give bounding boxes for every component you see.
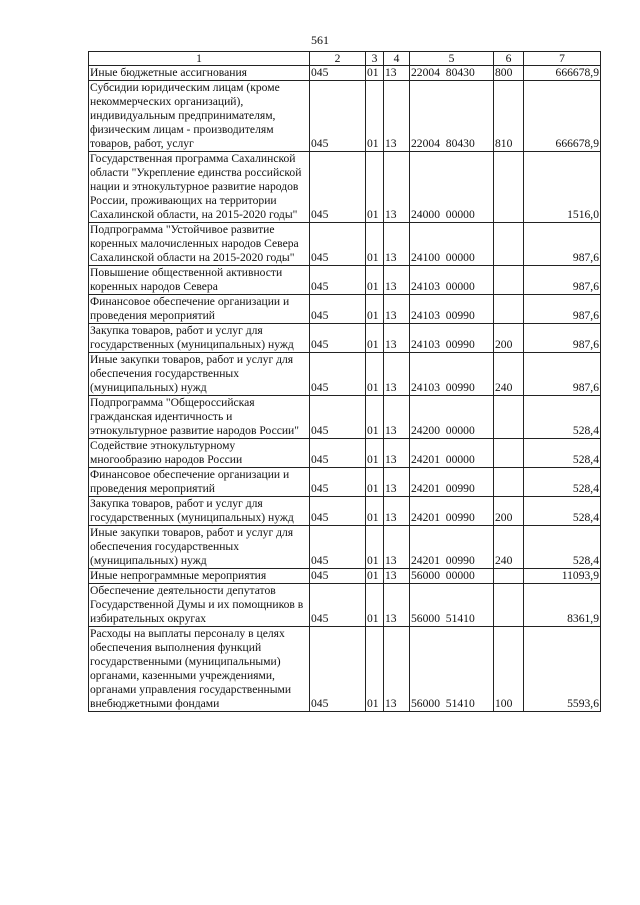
expense-type-cell — [494, 152, 524, 223]
amount-cell: 1516,0 — [524, 152, 601, 223]
item-name-cell: Финансовое обеспечение организации и проведения мероприятий — [89, 468, 310, 497]
expense-type-cell: 810 — [494, 81, 524, 152]
target-article-cell: 24100 00000 — [410, 223, 494, 266]
target-article-cell: 56000 51410 — [410, 627, 494, 712]
item-name-cell: Субсидии юридическим лицам (кроме некоммерческих организаций), индивидуальным предпринимателям, физическим лицам - производителям товаров, работ, услуг — [89, 81, 310, 152]
target-article-cell: 24201 00000 — [410, 439, 494, 468]
section-code-cell: 01 — [366, 584, 384, 627]
table-row — [89, 295, 601, 324]
section-code-cell: 01 — [366, 497, 384, 526]
table-row — [89, 353, 601, 396]
target-article-cell: 22004 80430 — [410, 66, 494, 81]
column-header: 1 — [89, 52, 310, 66]
ministry-code-cell: 045 — [310, 497, 366, 526]
expense-type-cell — [494, 266, 524, 295]
subsection-code-cell: 13 — [384, 468, 410, 497]
subsection-code-cell: 13 — [384, 396, 410, 439]
amount-cell: 666678,9 — [524, 81, 601, 152]
ministry-code-cell: 045 — [310, 266, 366, 295]
target-article-cell: 24103 00000 — [410, 266, 494, 295]
amount-cell: 987,6 — [524, 324, 601, 353]
ministry-code-cell: 045 — [310, 295, 366, 324]
expense-type-cell: 240 — [494, 353, 524, 396]
ministry-code-cell: 045 — [310, 569, 366, 584]
item-name-cell: Иные закупки товаров, работ и услуг для обеспечения государственных (муниципальных) нужд — [89, 526, 310, 569]
ministry-code-cell: 045 — [310, 66, 366, 81]
target-article-cell: 24103 00990 — [410, 353, 494, 396]
target-article-cell: 56000 51410 — [410, 584, 494, 627]
expense-type-cell: 200 — [494, 324, 524, 353]
expense-type-cell — [494, 396, 524, 439]
amount-cell: 987,6 — [524, 223, 601, 266]
subsection-code-cell: 13 — [384, 223, 410, 266]
ministry-code-cell: 045 — [310, 152, 366, 223]
table-row — [89, 396, 601, 439]
expense-type-cell — [494, 223, 524, 266]
amount-cell: 528,4 — [524, 526, 601, 569]
expense-type-cell: 240 — [494, 526, 524, 569]
ministry-code-cell: 045 — [310, 468, 366, 497]
column-header: 3 — [366, 52, 384, 66]
section-code-cell: 01 — [366, 66, 384, 81]
column-header: 7 — [524, 52, 601, 66]
amount-cell: 987,6 — [524, 353, 601, 396]
target-article-cell: 56000 00000 — [410, 569, 494, 584]
section-code-cell: 01 — [366, 295, 384, 324]
section-code-cell: 01 — [366, 266, 384, 295]
subsection-code-cell: 13 — [384, 266, 410, 295]
subsection-code-cell: 13 — [384, 81, 410, 152]
amount-cell: 528,4 — [524, 468, 601, 497]
table-row — [89, 584, 601, 627]
target-article-cell: 22004 80430 — [410, 81, 494, 152]
amount-cell: 5593,6 — [524, 627, 601, 712]
amount-cell: 528,4 — [524, 439, 601, 468]
amount-cell: 528,4 — [524, 396, 601, 439]
table-row — [89, 627, 601, 712]
expense-type-cell — [494, 439, 524, 468]
subsection-code-cell: 13 — [384, 497, 410, 526]
subsection-code-cell: 13 — [384, 353, 410, 396]
item-name-cell: Повышение общественной активности коренных народов Севера — [89, 266, 310, 295]
section-code-cell: 01 — [366, 439, 384, 468]
header-row — [89, 52, 601, 66]
section-code-cell: 01 — [366, 627, 384, 712]
subsection-code-cell: 13 — [384, 569, 410, 584]
subsection-code-cell: 13 — [384, 439, 410, 468]
ministry-code-cell: 045 — [310, 396, 366, 439]
table-body — [89, 66, 601, 712]
amount-cell: 987,6 — [524, 295, 601, 324]
page-number: 561 — [311, 33, 329, 47]
target-article-cell: 24103 00990 — [410, 295, 494, 324]
item-name-cell: Подпрограмма "Общероссийская гражданская идентичность и этнокультурное развитие народов России" — [89, 396, 310, 439]
item-name-cell: Иные непрограммные мероприятия — [89, 569, 310, 584]
section-code-cell: 01 — [366, 569, 384, 584]
table-row — [89, 569, 601, 584]
expense-type-cell — [494, 295, 524, 324]
item-name-cell: Закупка товаров, работ и услуг для государственных (муниципальных) нужд — [89, 324, 310, 353]
item-name-cell: Финансовое обеспечение организации и проведения мероприятий — [89, 295, 310, 324]
item-name-cell: Содействие этнокультурному многообразию народов России — [89, 439, 310, 468]
section-code-cell: 01 — [366, 353, 384, 396]
target-article-cell: 24201 00990 — [410, 497, 494, 526]
table-row — [89, 266, 601, 295]
column-header: 4 — [384, 52, 410, 66]
amount-cell: 987,6 — [524, 266, 601, 295]
subsection-code-cell: 13 — [384, 584, 410, 627]
expense-type-cell: 800 — [494, 66, 524, 81]
column-header: 5 — [410, 52, 494, 66]
item-name-cell: Обеспечение деятельности депутатов Государственной Думы и их помощников в избирательных округах — [89, 584, 310, 627]
subsection-code-cell: 13 — [384, 66, 410, 81]
section-code-cell: 01 — [366, 324, 384, 353]
item-name-cell: Иные бюджетные ассигнования — [89, 66, 310, 81]
expense-type-cell — [494, 468, 524, 497]
ministry-code-cell: 045 — [310, 584, 366, 627]
ministry-code-cell: 045 — [310, 526, 366, 569]
section-code-cell: 01 — [366, 81, 384, 152]
expense-type-cell: 100 — [494, 627, 524, 712]
subsection-code-cell: 13 — [384, 295, 410, 324]
table-row — [89, 81, 601, 152]
item-name-cell: Подпрограмма "Устойчивое развитие коренных малочисленных народов Севера Сахалинской области на 2015-2020 годы" — [89, 223, 310, 266]
subsection-code-cell: 13 — [384, 627, 410, 712]
section-code-cell: 01 — [366, 152, 384, 223]
subsection-code-cell: 13 — [384, 526, 410, 569]
amount-cell: 8361,9 — [524, 584, 601, 627]
section-code-cell: 01 — [366, 223, 384, 266]
target-article-cell: 24103 00990 — [410, 324, 494, 353]
table-row — [89, 223, 601, 266]
ministry-code-cell: 045 — [310, 81, 366, 152]
table-row — [89, 468, 601, 497]
ministry-code-cell: 045 — [310, 627, 366, 712]
budget-table — [88, 51, 601, 712]
target-article-cell: 24201 00990 — [410, 526, 494, 569]
section-code-cell: 01 — [366, 468, 384, 497]
column-header: 2 — [310, 52, 366, 66]
ministry-code-cell: 045 — [310, 439, 366, 468]
target-article-cell: 24201 00990 — [410, 468, 494, 497]
ministry-code-cell: 045 — [310, 324, 366, 353]
amount-cell: 666678,9 — [524, 66, 601, 81]
amount-cell: 11093,9 — [524, 569, 601, 584]
item-name-cell: Иные закупки товаров, работ и услуг для обеспечения государственных (муниципальных) нужд — [89, 353, 310, 396]
item-name-cell: Закупка товаров, работ и услуг для государственных (муниципальных) нужд — [89, 497, 310, 526]
expense-type-cell — [494, 569, 524, 584]
table-row — [89, 152, 601, 223]
target-article-cell: 24000 00000 — [410, 152, 494, 223]
table-row — [89, 526, 601, 569]
table-row — [89, 324, 601, 353]
item-name-cell: Расходы на выплаты персоналу в целях обеспечения выполнения функций государственными (муниципальными) органами, казенными учреждениями, органами управления государственными внебюджетными фондами — [89, 627, 310, 712]
section-code-cell: 01 — [366, 396, 384, 439]
expense-type-cell: 200 — [494, 497, 524, 526]
expense-type-cell — [494, 584, 524, 627]
target-article-cell: 24200 00000 — [410, 396, 494, 439]
amount-cell: 528,4 — [524, 497, 601, 526]
ministry-code-cell: 045 — [310, 353, 366, 396]
table-row — [89, 439, 601, 468]
subsection-code-cell: 13 — [384, 324, 410, 353]
subsection-code-cell: 13 — [384, 152, 410, 223]
section-code-cell: 01 — [366, 526, 384, 569]
table-row — [89, 497, 601, 526]
table-row — [89, 66, 601, 81]
column-header: 6 — [494, 52, 524, 66]
ministry-code-cell: 045 — [310, 223, 366, 266]
item-name-cell: Государственная программа Сахалинской области "Укрепление единства российской нации и этнокультурное развитие народов России, проживающих на территории Сахалинской области, на 2015-2020 годы" — [89, 152, 310, 223]
